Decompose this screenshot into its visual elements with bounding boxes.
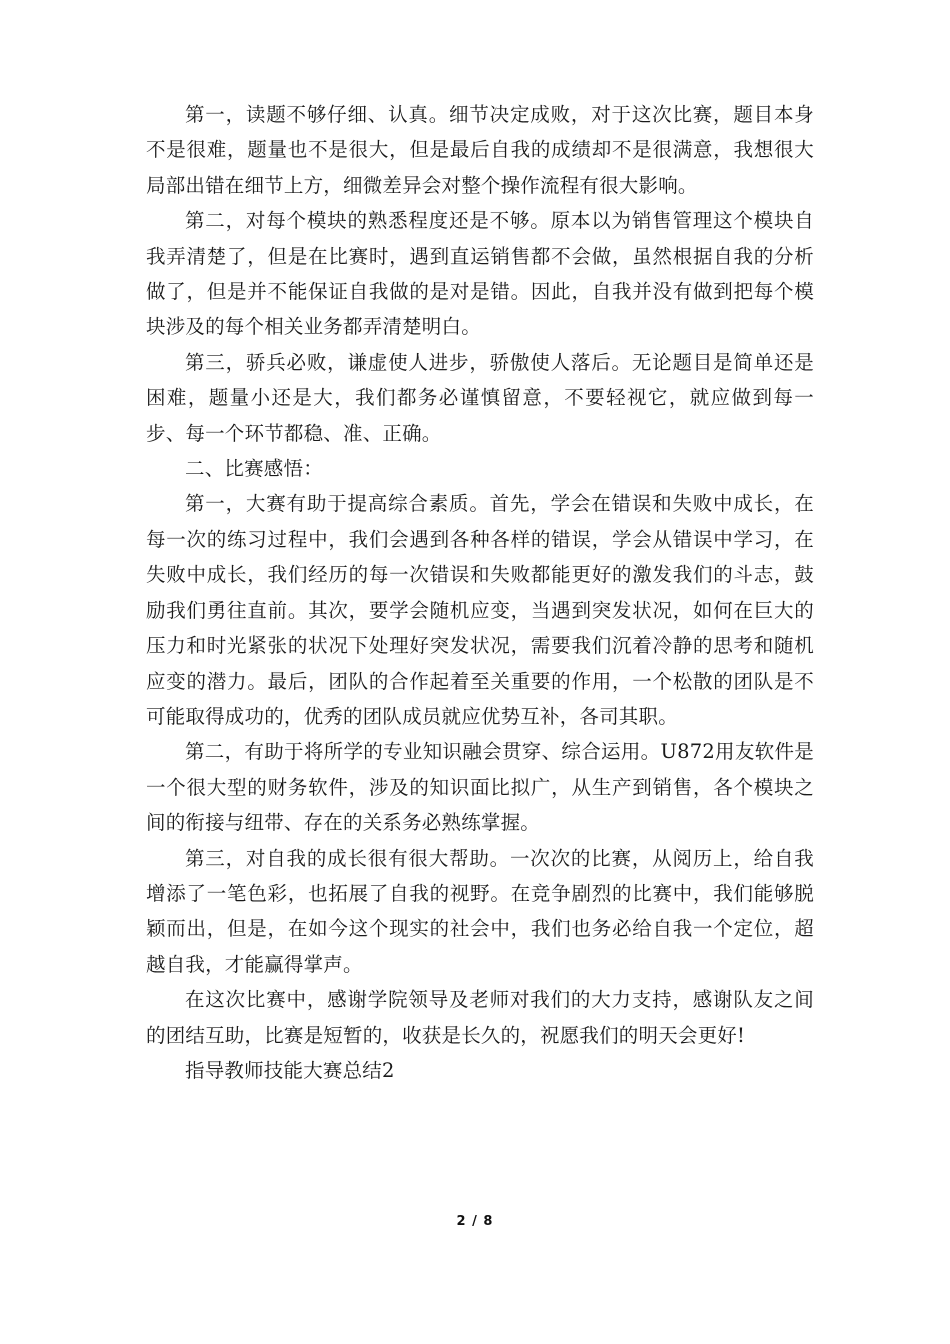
page-number: 2 / 8 — [456, 1214, 494, 1229]
paragraph-thanks: 在这次比赛中，感谢学院领导及老师对我们的大力支持，感谢队友之间的团结互助，比赛是短暂的，收获是长久的，祝愿我们的明天会更好! — [146, 988, 814, 1047]
document-body — [146, 97, 814, 1088]
paragraph-overall-quality: 第一，大赛有助于提高综合素质。首先，学会在错误和失败中成长，在每一次的练习过程中，我们会遇到各种各样的错误，学会从错误中学习，在失败中成长，我们经历的每一次错误和失败都能更好的激发我们的斗志，鼓励我们勇往直前。其次，要学会随机应变，当遇到突发状况，如何在巨大的压力和时光紧张的状况下处理好突发状况，需要我们沉着冷静的思考和随机应变的潜力。最后，团队的合作起着至关重要的作用，一个松散的团队是不可能取得成功的，优秀的团队成员就应优势互补，各司其职。 — [146, 492, 814, 728]
paragraph-reading-carefulness: 第一，读题不够仔细、认真。细节决定成败，对于这次比赛，题目本身不是很难，题量也不是很大，但是最后自我的成绩却不是很满意，我想很大局部出错在细节上方，细微差异会对整个操作流程有很大影响。 — [146, 103, 814, 197]
paragraph-humility: 第三，骄兵必败，谦虚使人进步，骄傲使人落后。无论题目是简单还是困难，题量小还是大，我们都务必谨慎留意，不要轻视它，就应做到每一步、每一个环节都稳、准、正确。 — [146, 350, 814, 445]
section-heading-reflections: 二、比赛感悟： — [185, 457, 323, 481]
paragraph-knowledge-application: 第二，有助于将所学的专业知识融会贯穿、综合运用。U872用友软件是一个很大型的财务软件，涉及的知识面比拟广，从生产到销售，各个模块之间的衔接与纽带、存在的关系务必熟练掌握。 — [146, 740, 814, 835]
paragraph-personal-growth: 第三，对自我的成长很有很大帮助。一次次的比赛，从阅历上，给自我增添了一笔色彩，也拓展了自我的视野。在竞争剧烈的比赛中，我们能够脱颖而出，但是，在如今这个现实的社会中，我们也务必给自我一个定位，超越自我，才能赢得掌声。 — [146, 846, 814, 976]
next-section-title: 指导教师技能大赛总结2 — [185, 1058, 395, 1082]
paragraph-module-familiarity: 第二，对每个模块的熟悉程度还是不够。原本以为销售管理这个模块自我弄清楚了，但是在比赛时，遇到直运销售都不会做，虽然根据自我的分析做了，但是并不能保证自我做的是对是错。因此，自我并没有做到把每个模块涉及的每个相关业务都弄清楚明白。 — [146, 209, 814, 339]
